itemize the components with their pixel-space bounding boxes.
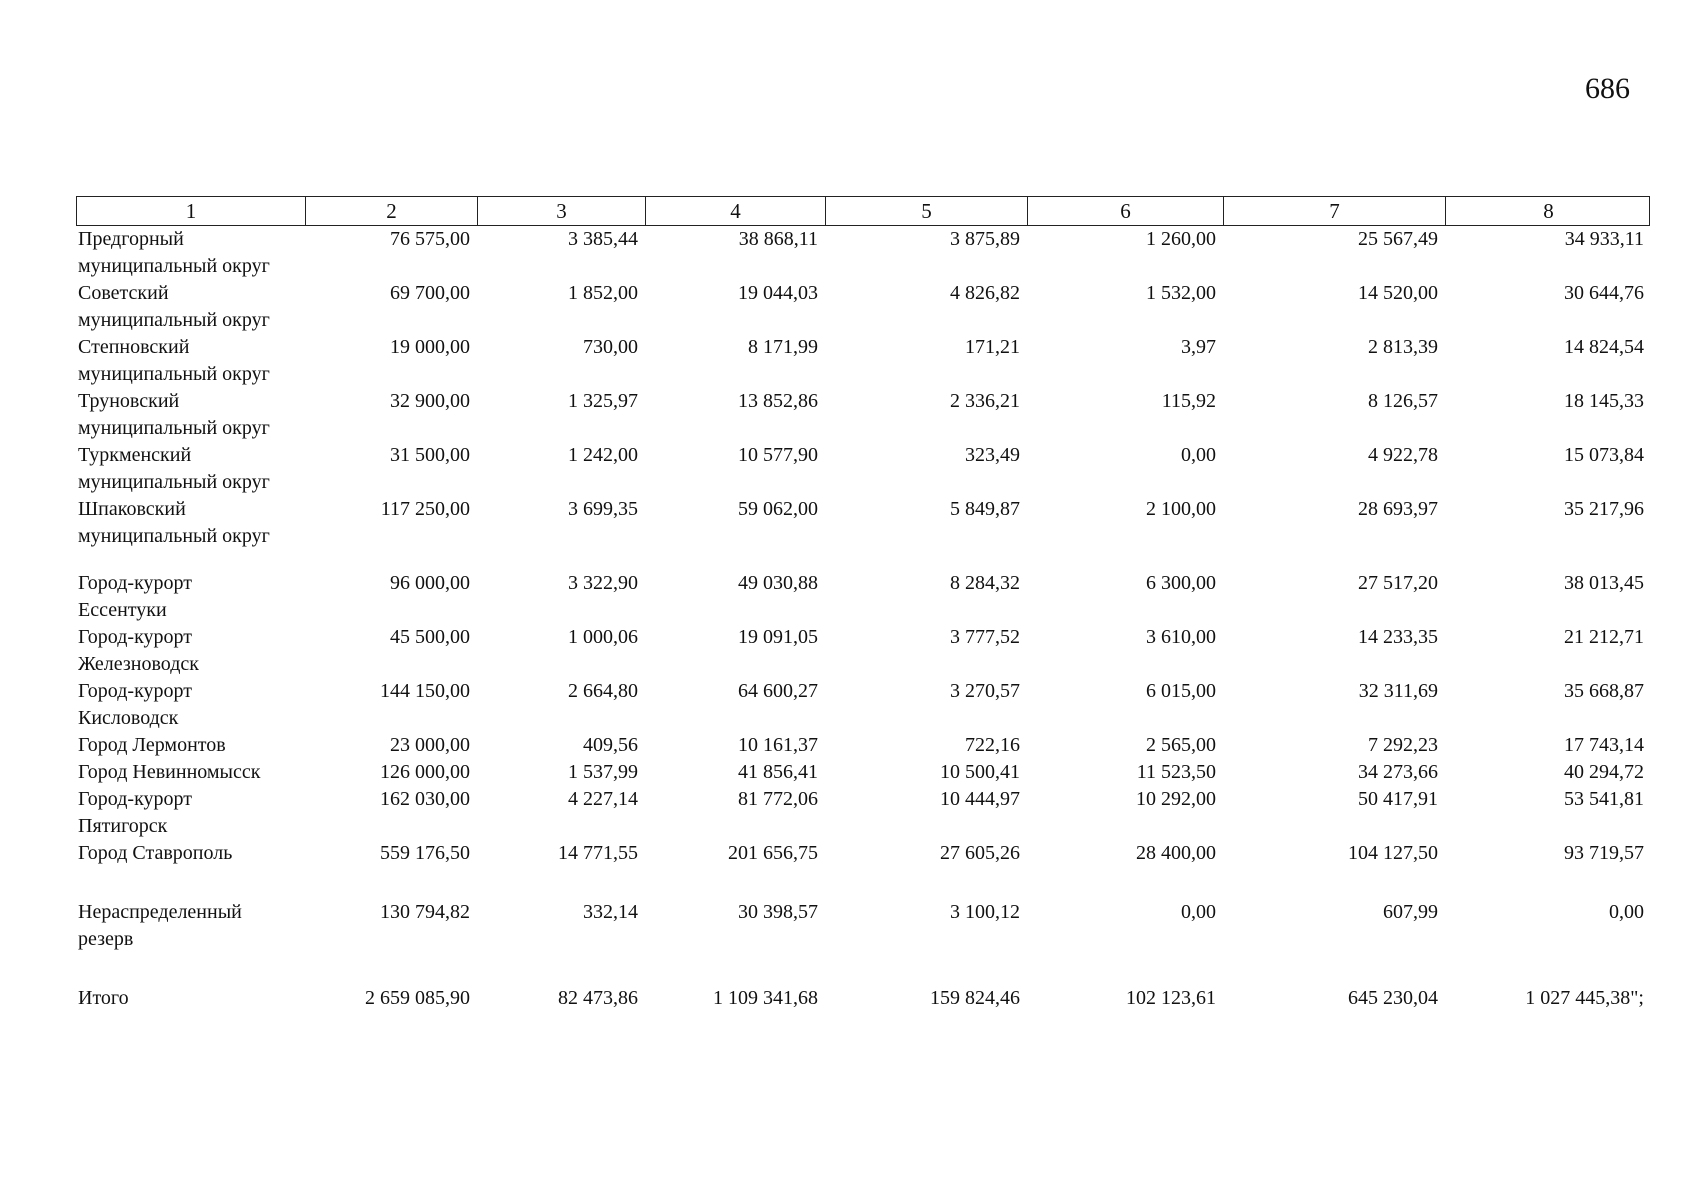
value-cell-col-2: 2 659 085,90 (365, 987, 470, 1009)
value-cell-col-6: 28 400,00 (1136, 842, 1216, 864)
table-row (76, 678, 1650, 732)
value-cell-col-7: 104 127,50 (1348, 842, 1438, 864)
value-cell-col-5: 10 444,97 (940, 788, 1020, 810)
table-row (76, 786, 1650, 840)
value-cell-col-8: 35 668,87 (1564, 680, 1644, 702)
value-cell-col-8: 35 217,96 (1564, 498, 1644, 520)
value-cell-col-5: 722,16 (965, 734, 1020, 756)
value-cell-col-2: 69 700,00 (390, 282, 470, 304)
row-label: Итого (78, 987, 129, 1009)
value-cell-col-2: 559 176,50 (380, 842, 470, 864)
header-cell-8: 8 (1445, 197, 1651, 225)
value-cell-col-4: 201 656,75 (728, 842, 818, 864)
value-cell-col-6: 6 300,00 (1146, 572, 1216, 594)
value-cell-col-8: 0,00 (1609, 901, 1644, 923)
value-cell-col-4: 59 062,00 (738, 498, 818, 520)
page-number: 686 (1585, 72, 1630, 105)
value-cell-col-5: 5 849,87 (950, 498, 1020, 520)
value-cell-col-8: 18 145,33 (1564, 390, 1644, 412)
row-label: Труновский муниципальный округ (78, 390, 270, 439)
value-cell-col-5: 10 500,41 (940, 761, 1020, 783)
value-cell-col-2: 76 575,00 (390, 228, 470, 250)
value-cell-col-4: 30 398,57 (738, 901, 818, 923)
value-cell-col-4: 8 171,99 (748, 336, 818, 358)
value-cell-col-8: 21 212,71 (1564, 626, 1644, 648)
value-cell-col-6: 0,00 (1181, 444, 1216, 466)
header-cell-5: 5 (825, 197, 1027, 225)
value-cell-col-7: 7 292,23 (1368, 734, 1438, 756)
value-cell-col-7: 50 417,91 (1358, 788, 1438, 810)
value-cell-col-7: 14 233,35 (1358, 626, 1438, 648)
value-cell-col-3: 2 664,80 (568, 680, 638, 702)
value-cell-col-3: 4 227,14 (568, 788, 638, 810)
table-row (76, 840, 1650, 867)
value-cell-col-6: 102 123,61 (1126, 987, 1216, 1009)
header-cell-6: 6 (1027, 197, 1223, 225)
value-cell-col-2: 23 000,00 (390, 734, 470, 756)
value-cell-col-5: 2 336,21 (950, 390, 1020, 412)
row-label: Шпаковский муниципальный округ (78, 498, 270, 547)
value-cell-col-6: 2 100,00 (1146, 498, 1216, 520)
header-cell-7: 7 (1223, 197, 1445, 225)
value-cell-col-6: 6 015,00 (1146, 680, 1216, 702)
value-cell-col-8: 34 933,11 (1564, 228, 1644, 250)
header-cell-1: 1 (185, 199, 197, 223)
table-row (76, 280, 1650, 334)
value-cell-col-3: 1 242,00 (568, 444, 638, 466)
value-cell-col-5: 3 875,89 (950, 228, 1020, 250)
value-cell-col-7: 607,99 (1383, 901, 1438, 923)
value-cell-col-4: 19 091,05 (738, 626, 818, 648)
row-label: Город-курорт Кисловодск (78, 680, 192, 729)
table-row (76, 388, 1650, 442)
row-label: Город Ставрополь (78, 842, 233, 864)
header-cell-2: 2 (305, 197, 477, 225)
value-cell-col-3: 3 385,44 (568, 228, 638, 250)
value-cell-col-5: 27 605,26 (940, 842, 1020, 864)
value-cell-col-7: 645 230,04 (1348, 987, 1438, 1009)
row-label: Предгорный муниципальный округ (78, 228, 270, 277)
table-row (76, 732, 1650, 759)
value-cell-col-2: 162 030,00 (380, 788, 470, 810)
row-label: Советский муниципальный округ (78, 282, 270, 331)
value-cell-col-6: 0,00 (1181, 901, 1216, 923)
value-cell-col-2: 32 900,00 (390, 390, 470, 412)
value-cell-col-5: 171,21 (965, 336, 1020, 358)
value-cell-col-6: 1 260,00 (1146, 228, 1216, 250)
value-cell-col-2: 45 500,00 (390, 626, 470, 648)
value-cell-col-6: 2 565,00 (1146, 734, 1216, 756)
value-cell-col-4: 81 772,06 (738, 788, 818, 810)
value-cell-col-3: 1 000,06 (568, 626, 638, 648)
value-cell-col-3: 1 537,99 (568, 761, 638, 783)
value-cell-col-5: 3 777,52 (950, 626, 1020, 648)
value-cell-col-3: 82 473,86 (558, 987, 638, 1009)
value-cell-col-7: 2 813,39 (1368, 336, 1438, 358)
value-cell-col-6: 1 532,00 (1146, 282, 1216, 304)
value-cell-col-3: 1 325,97 (568, 390, 638, 412)
value-cell-col-4: 1 109 341,68 (713, 987, 818, 1009)
table-row (76, 624, 1650, 678)
value-cell-col-2: 130 794,82 (380, 901, 470, 923)
table-row (76, 442, 1650, 496)
header-cell-3: 3 (477, 197, 645, 225)
value-cell-col-6: 10 292,00 (1136, 788, 1216, 810)
value-cell-col-5: 159 824,46 (930, 987, 1020, 1009)
value-cell-col-8: 38 013,45 (1564, 572, 1644, 594)
table-row (76, 985, 1650, 1012)
value-cell-col-8: 1 027 445,38"; (1525, 987, 1644, 1009)
value-cell-col-6: 3,97 (1181, 336, 1216, 358)
value-cell-col-8: 93 719,57 (1564, 842, 1644, 864)
row-label: Город Невинномысск (78, 761, 261, 783)
value-cell-col-4: 41 856,41 (738, 761, 818, 783)
value-cell-col-4: 13 852,86 (738, 390, 818, 412)
value-cell-col-3: 409,56 (583, 734, 638, 756)
value-cell-col-2: 31 500,00 (390, 444, 470, 466)
row-label: Город-курорт Ессентуки (78, 572, 192, 621)
value-cell-col-5: 323,49 (965, 444, 1020, 466)
value-cell-col-8: 15 073,84 (1564, 444, 1644, 466)
table-header-row (76, 196, 1650, 226)
value-cell-col-3: 14 771,55 (558, 842, 638, 864)
value-cell-col-6: 115,92 (1161, 390, 1216, 412)
value-cell-col-8: 53 541,81 (1564, 788, 1644, 810)
value-cell-col-7: 14 520,00 (1358, 282, 1438, 304)
budget-table (76, 196, 1650, 1012)
table-row (76, 570, 1650, 624)
value-cell-col-7: 27 517,20 (1358, 572, 1438, 594)
value-cell-col-8: 17 743,14 (1564, 734, 1644, 756)
value-cell-col-2: 144 150,00 (380, 680, 470, 702)
value-cell-col-4: 64 600,27 (738, 680, 818, 702)
value-cell-col-5: 4 826,82 (950, 282, 1020, 304)
value-cell-col-5: 3 100,12 (950, 901, 1020, 923)
row-label: Город-курорт Железноводск (78, 626, 199, 675)
value-cell-col-7: 32 311,69 (1358, 680, 1438, 702)
value-cell-col-3: 3 322,90 (568, 572, 638, 594)
value-cell-col-8: 14 824,54 (1564, 336, 1644, 358)
row-label: Нераспределенный резерв (78, 901, 242, 950)
value-cell-col-5: 3 270,57 (950, 680, 1020, 702)
value-cell-col-2: 117 250,00 (380, 498, 470, 520)
value-cell-col-4: 49 030,88 (738, 572, 818, 594)
value-cell-col-3: 332,14 (583, 901, 638, 923)
table-row (76, 899, 1650, 953)
value-cell-col-6: 11 523,50 (1136, 761, 1216, 783)
value-cell-col-7: 28 693,97 (1358, 498, 1438, 520)
row-label: Город Лермонтов (78, 734, 226, 756)
table-body (76, 226, 1650, 1012)
value-cell-col-7: 8 126,57 (1368, 390, 1438, 412)
value-cell-col-2: 19 000,00 (390, 336, 470, 358)
value-cell-col-7: 4 922,78 (1368, 444, 1438, 466)
value-cell-col-4: 10 577,90 (738, 444, 818, 466)
row-label: Степновский муниципальный округ (78, 336, 270, 385)
value-cell-col-8: 30 644,76 (1564, 282, 1644, 304)
value-cell-col-8: 40 294,72 (1564, 761, 1644, 783)
value-cell-col-3: 730,00 (583, 336, 638, 358)
value-cell-col-2: 96 000,00 (390, 572, 470, 594)
table-row (76, 226, 1650, 280)
row-label: Туркменский муниципальный округ (78, 444, 270, 493)
table-row (76, 334, 1650, 388)
value-cell-col-4: 10 161,37 (738, 734, 818, 756)
table-row (76, 759, 1650, 786)
row-label: Город-курорт Пятигорск (78, 788, 192, 837)
value-cell-col-4: 19 044,03 (738, 282, 818, 304)
value-cell-col-7: 34 273,66 (1358, 761, 1438, 783)
value-cell-col-3: 3 699,35 (568, 498, 638, 520)
value-cell-col-5: 8 284,32 (950, 572, 1020, 594)
value-cell-col-4: 38 868,11 (738, 228, 818, 250)
value-cell-col-7: 25 567,49 (1358, 228, 1438, 250)
table-row (76, 496, 1650, 550)
header-cell-4: 4 (645, 197, 825, 225)
value-cell-col-6: 3 610,00 (1146, 626, 1216, 648)
value-cell-col-3: 1 852,00 (568, 282, 638, 304)
value-cell-col-2: 126 000,00 (380, 761, 470, 783)
